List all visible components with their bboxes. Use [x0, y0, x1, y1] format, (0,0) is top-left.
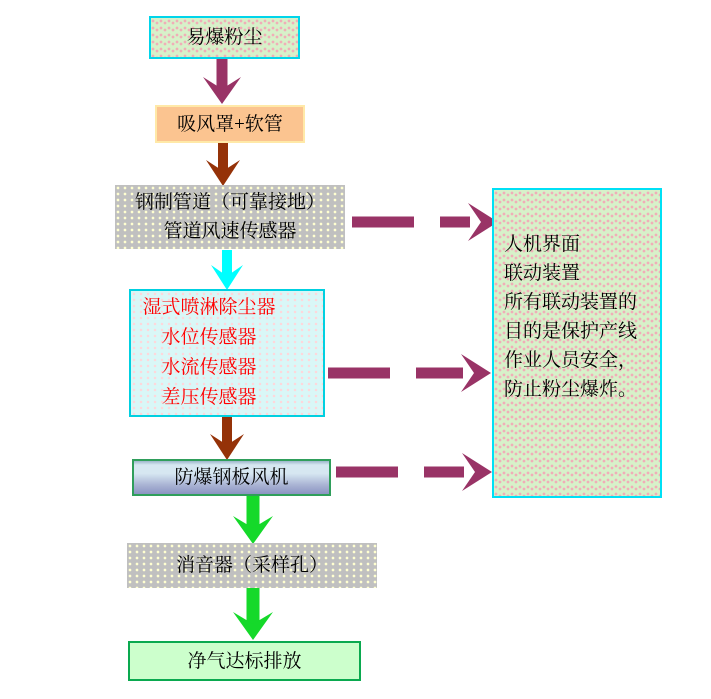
node-steel-pipe [115, 185, 345, 249]
arrow-muffler-to-exhaust-icon [233, 586, 273, 640]
node-explosion-proof-fan [132, 459, 331, 496]
arrow-dust-to-hood-icon [203, 59, 241, 104]
note-line5: 作业人员安全， [504, 350, 638, 371]
note-interlock-devices [492, 188, 662, 498]
node-suction-hood [155, 105, 305, 143]
node-clean-air-discharge-label: 净气达标排放 [187, 650, 302, 672]
node-suction-hood-label: 吸风罩+软管 [177, 113, 283, 135]
node-clean-air-discharge [128, 641, 361, 681]
arrow-hood-to-pipe-icon [206, 143, 240, 186]
node-explosion-proof-fan-label: 防爆钢板风机 [174, 467, 289, 488]
note-line4: 目的是保护产线 [504, 321, 638, 342]
node-wet-scrubber-line2: 水位传感器 [161, 327, 257, 348]
dashed-arrow-scrubber-to-note-icon [328, 354, 491, 392]
note-line1: 人机界面 [504, 234, 581, 255]
node-explosive-dust [149, 16, 300, 59]
arrow-fan-to-muffler-icon [233, 494, 273, 544]
node-steel-pipe-line1: 钢制管道（可靠接地） [134, 192, 325, 213]
note-line2: 联动装置 [504, 263, 581, 284]
node-muffler-label: 消音器（采样孔） [175, 555, 328, 576]
node-wet-scrubber-line1: 湿式喷淋除尘器 [142, 297, 276, 318]
node-explosive-dust-label: 易爆粉尘 [186, 27, 263, 48]
node-wet-scrubber-line3: 水流传感器 [161, 357, 257, 378]
note-line6: 防止粉尘爆炸。 [504, 379, 638, 400]
arrow-pipe-to-scrubber-icon [211, 250, 243, 290]
dashed-arrow-fan-to-note-icon [336, 453, 492, 491]
node-steel-pipe-line2: 管道风速传感器 [163, 221, 297, 242]
arrow-scrubber-to-fan-icon [210, 417, 244, 460]
node-wet-scrubber-line4: 差压传感器 [161, 387, 257, 408]
node-muffler [127, 543, 377, 588]
dashed-arrow-pipe-to-note-icon [352, 203, 498, 241]
node-wet-scrubber [129, 289, 325, 417]
note-line3: 所有联动装置的 [504, 292, 638, 313]
